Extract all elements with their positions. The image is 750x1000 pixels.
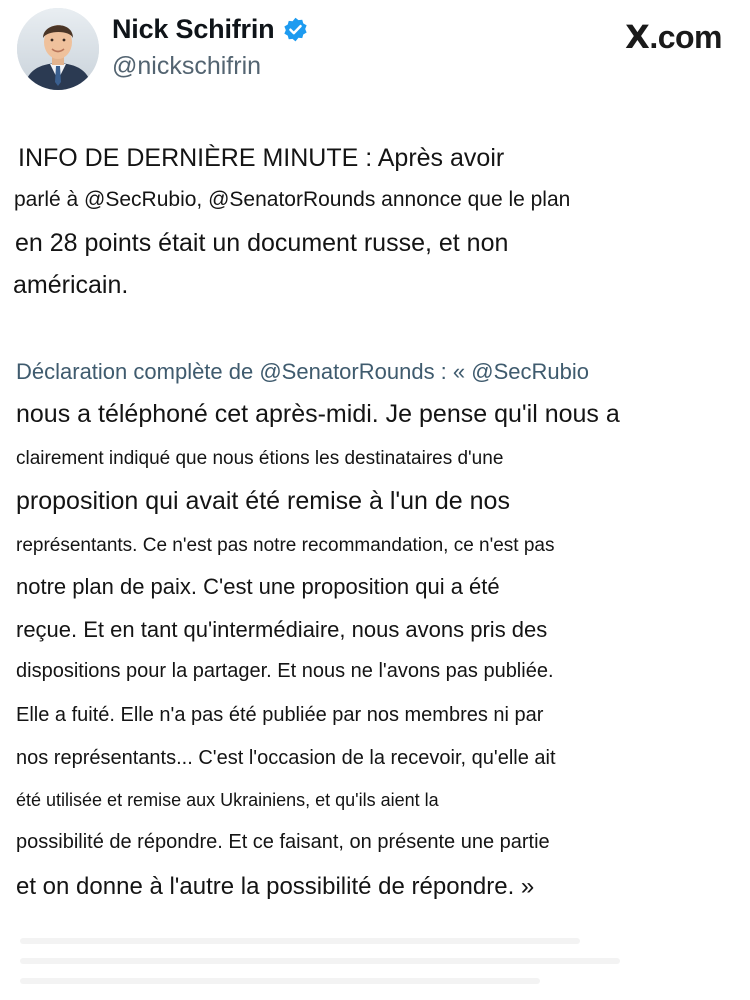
statement-line: et on donne à l'autre la possibilité de répondre. » <box>16 873 535 900</box>
site-logo-text: .com <box>649 19 722 55</box>
author-avatar[interactable] <box>17 8 99 90</box>
statement-line: possibilité de répondre. Et ce faisant, on présente une partie <box>16 831 550 853</box>
post-text-line: en 28 points était un document russe, et non <box>15 229 509 257</box>
statement-line: dispositions pour la partager. Et nous ne l'avons pas publiée. <box>16 660 554 682</box>
statement-line: clairement indiqué que nous étions les destinataires d'une <box>16 448 504 469</box>
faded-artifact <box>20 938 580 944</box>
statement-line: notre plan de paix. C'est une proposition qui a été <box>16 574 500 599</box>
site-logo[interactable] <box>625 18 722 56</box>
statement-lead: Déclaration complète de @SenatorRounds : « @SecRubio <box>16 359 589 384</box>
post-text-line: parlé à @SecRubio, @SenatorRounds annonce que le plan <box>14 188 571 211</box>
statement-line: représentants. Ce n'est pas notre recommandation, ce n'est pas <box>16 535 555 556</box>
post-header <box>0 0 750 100</box>
statement-line: nos représentants... C'est l'occasion de la recevoir, qu'elle ait <box>16 747 556 769</box>
post-text-line: INFO DE DERNIÈRE MINUTE : Après avoir <box>18 144 505 172</box>
faded-artifact <box>20 978 540 984</box>
x-logo-icon: X <box>625 18 650 56</box>
statement-line: proposition qui avait été remise à l'un de nos <box>16 487 510 515</box>
author-display-name[interactable]: Nick Schifrin <box>112 14 275 44</box>
author-handle[interactable]: @nickschifrin <box>112 52 262 80</box>
statement-line: été utilisée et remise aux Ukrainiens, et qu'ils aient la <box>16 790 439 810</box>
avatar-photo <box>17 8 99 90</box>
statement-line: nous a téléphoné cet après-midi. Je pense qu'il nous a <box>16 400 620 428</box>
post-text-line: américain. <box>13 271 129 299</box>
author-name-row <box>112 14 309 45</box>
verified-badge-icon <box>282 16 309 43</box>
statement-line: Elle a fuité. Elle n'a pas été publiée par nos membres ni par <box>16 704 544 726</box>
faded-artifact <box>20 958 620 964</box>
statement-line: reçue. Et en tant qu'intermédiaire, nous avons pris des <box>16 617 548 642</box>
